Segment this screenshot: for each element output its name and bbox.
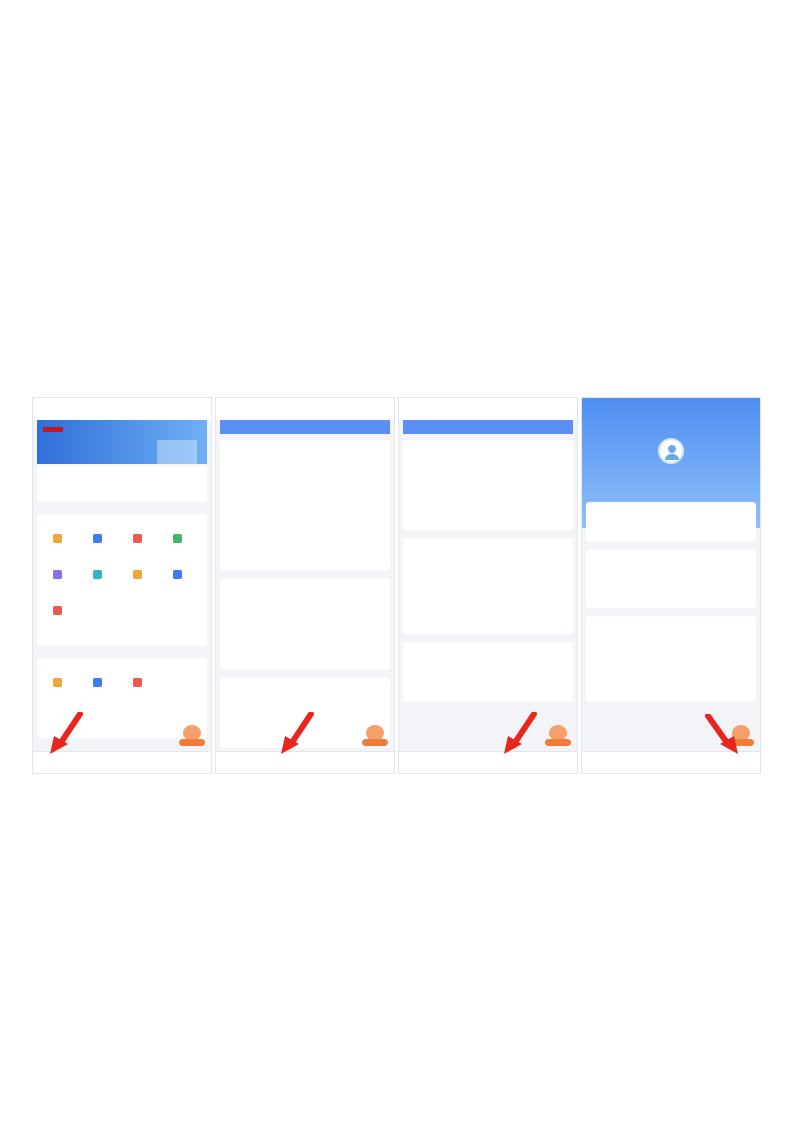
service-item[interactable] xyxy=(37,570,77,582)
phone-account-titlebar xyxy=(399,398,577,420)
service-item[interactable] xyxy=(77,534,117,546)
service-icon xyxy=(53,570,62,579)
service-item[interactable] xyxy=(37,534,77,546)
service-icon xyxy=(53,534,62,543)
phone-account-tab[interactable] xyxy=(403,420,573,434)
banner-building xyxy=(157,440,197,464)
loan-card xyxy=(220,578,390,670)
phone-account xyxy=(398,397,578,774)
service-item[interactable] xyxy=(157,570,197,582)
convenience-query-card xyxy=(403,642,573,702)
my-business-card xyxy=(586,616,756,702)
bank-logo xyxy=(43,427,63,432)
app-screenshots xyxy=(32,397,760,774)
bottom-nav xyxy=(399,751,577,773)
rate-button[interactable] xyxy=(545,725,571,747)
service-item[interactable] xyxy=(37,606,77,618)
service-icon xyxy=(53,678,62,687)
service-item[interactable] xyxy=(77,570,117,582)
service-item[interactable] xyxy=(117,570,157,582)
withdraw-card xyxy=(220,440,390,570)
balance-card xyxy=(37,466,207,502)
service-icon xyxy=(173,570,182,579)
rate-button-label xyxy=(545,739,571,746)
deposit-query-card xyxy=(403,440,573,530)
service-icon xyxy=(133,678,142,687)
rate-button-label xyxy=(362,739,388,746)
service-icon xyxy=(173,534,182,543)
loan-query-card xyxy=(403,538,573,634)
phone-business-tab[interactable] xyxy=(220,420,390,434)
arrow-business-icon xyxy=(279,712,319,758)
hot-services-card xyxy=(37,514,207,646)
service-icon xyxy=(133,570,142,579)
service-icon xyxy=(93,678,102,687)
avatar[interactable] xyxy=(658,438,684,464)
rate-button[interactable] xyxy=(362,725,388,747)
arrow-account-icon xyxy=(502,712,542,758)
my-gjj-card xyxy=(586,550,756,608)
service-item[interactable] xyxy=(117,678,157,690)
service-item[interactable] xyxy=(117,534,157,546)
arrow-home-icon xyxy=(48,712,88,758)
profile-card xyxy=(586,502,756,542)
service-icon xyxy=(53,606,62,615)
service-item[interactable] xyxy=(77,678,117,690)
rate-button-label xyxy=(179,739,205,746)
service-icon xyxy=(133,534,142,543)
service-icon xyxy=(93,570,102,579)
phone-home-titlebar xyxy=(33,398,211,420)
service-item[interactable] xyxy=(37,678,77,690)
arrow-mine-icon xyxy=(704,714,740,758)
service-icon xyxy=(93,534,102,543)
home-banner xyxy=(37,420,207,464)
service-item[interactable] xyxy=(157,534,197,546)
phone-mine-titlebar xyxy=(582,398,760,420)
phone-business-titlebar xyxy=(216,398,394,420)
rate-button[interactable] xyxy=(179,725,205,747)
